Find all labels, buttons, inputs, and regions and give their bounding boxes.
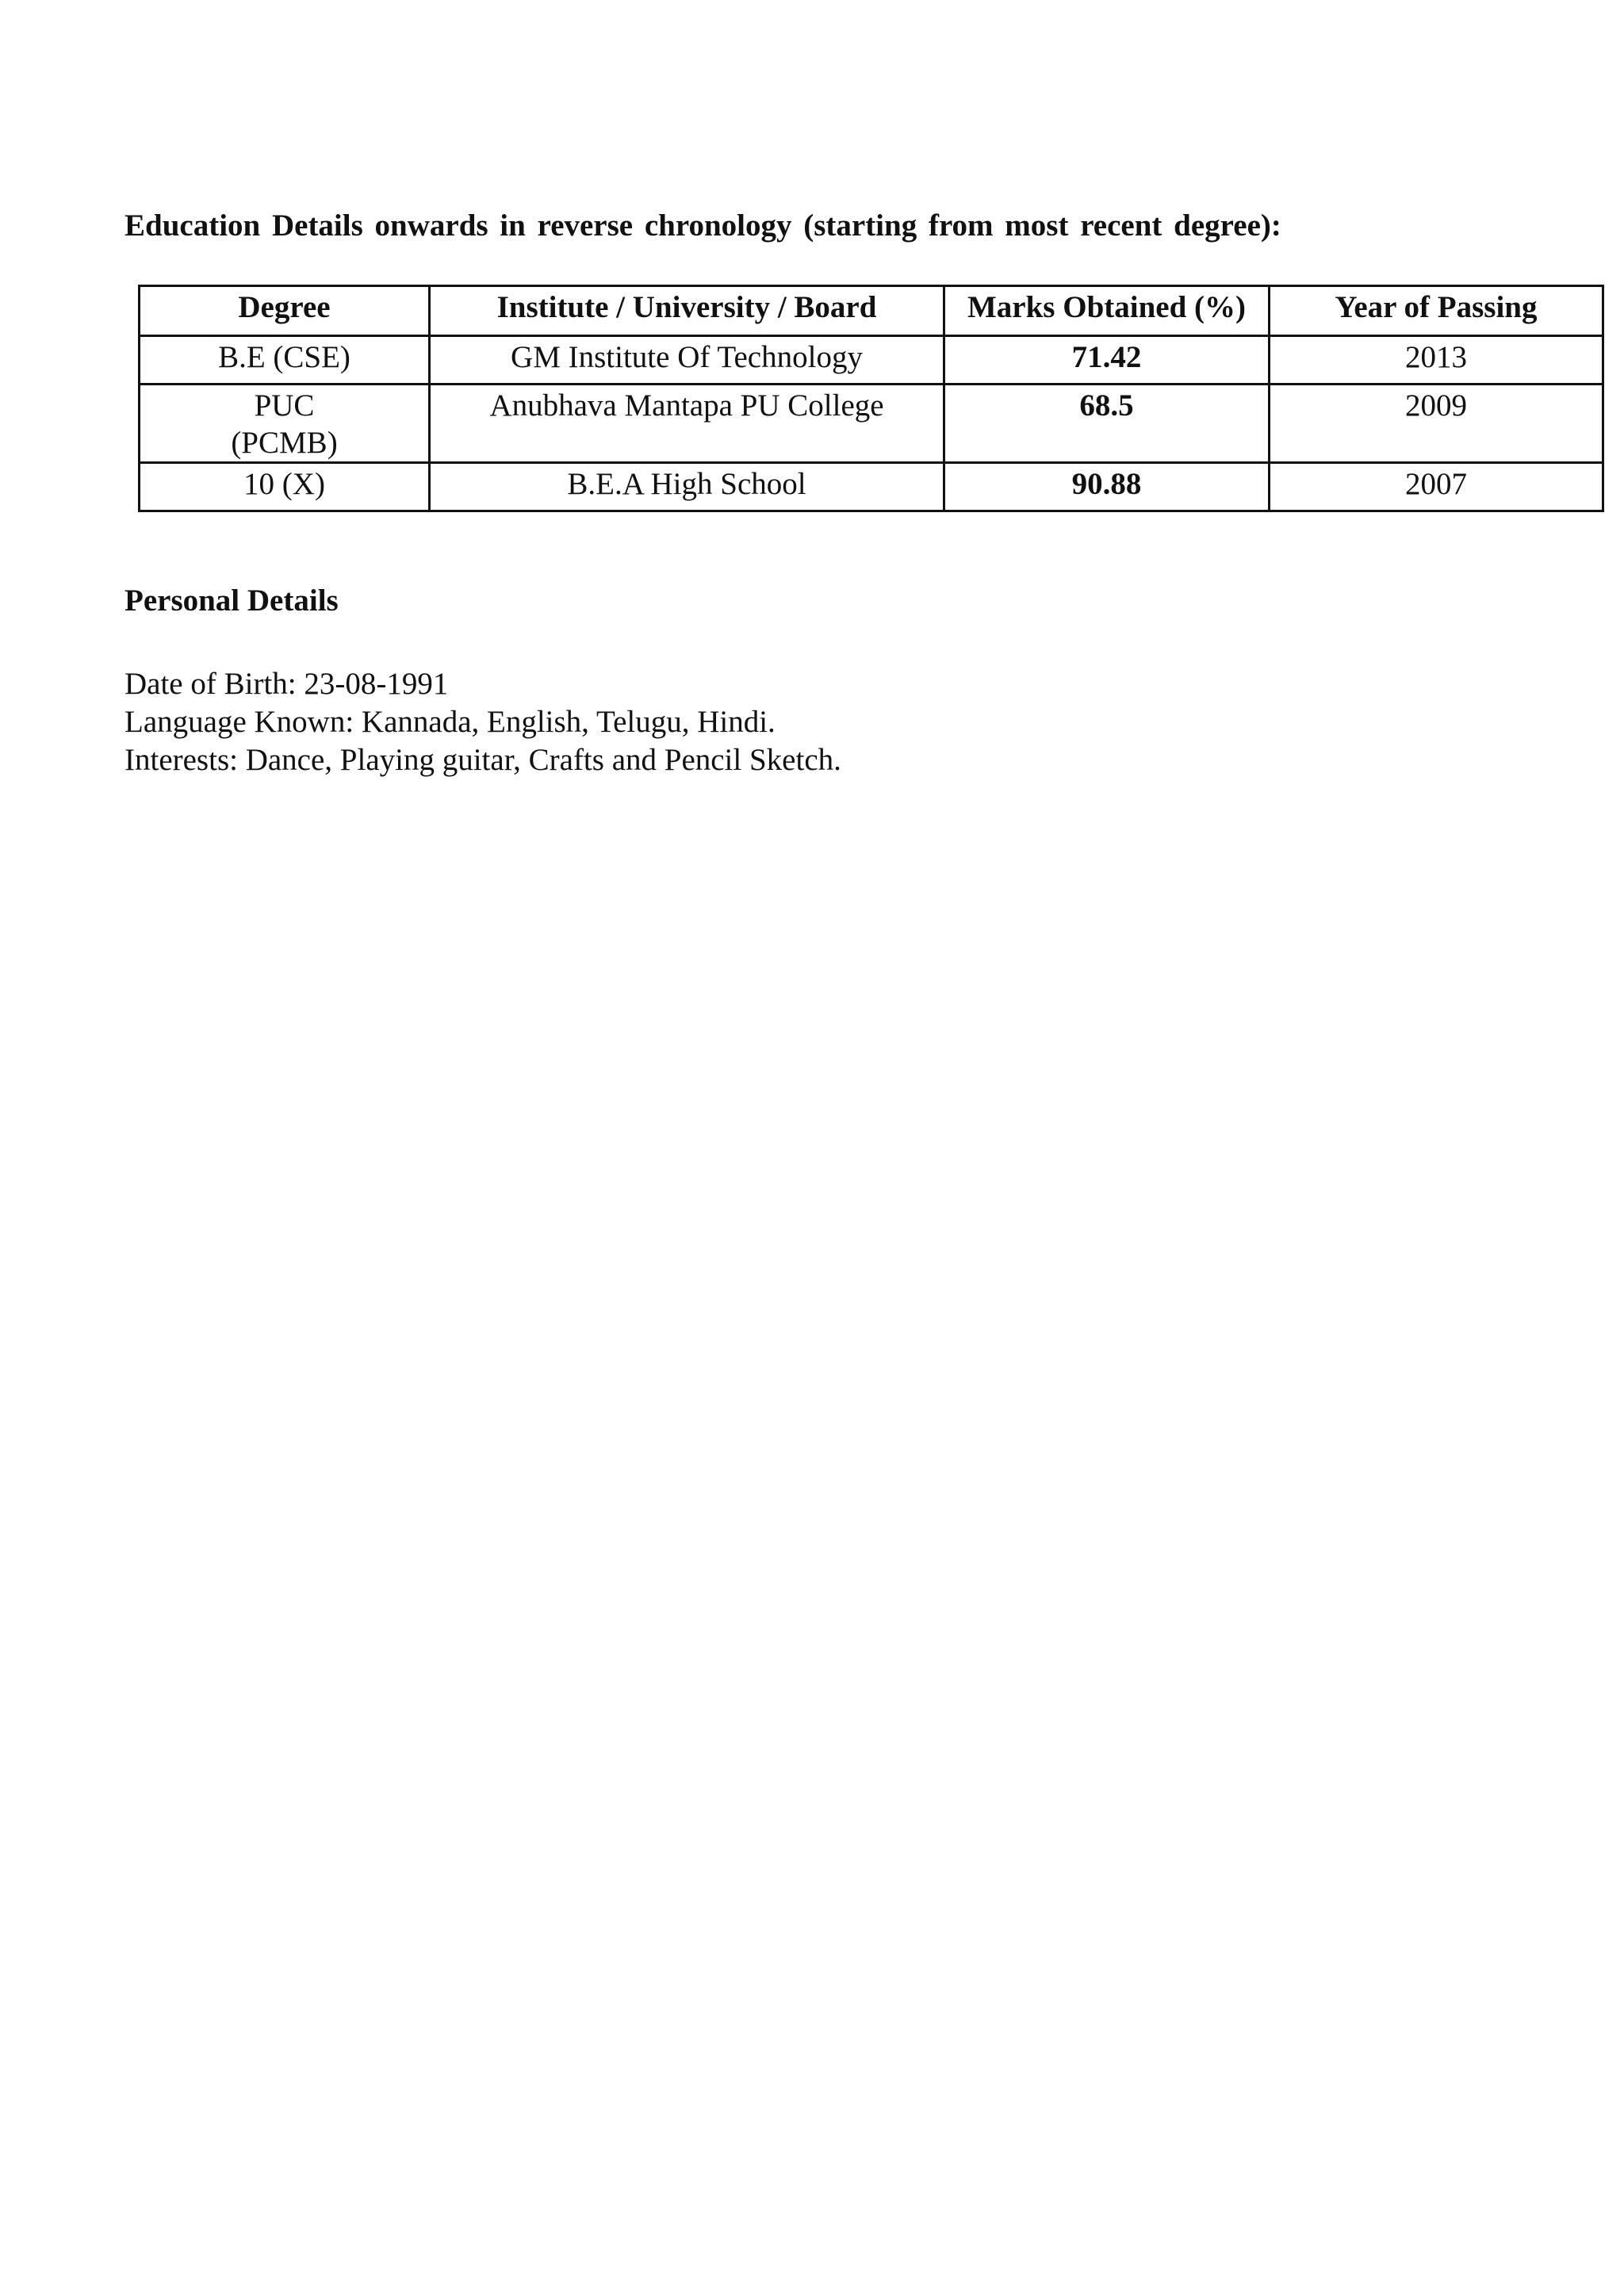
marks-cell: 68.5 (944, 385, 1270, 463)
institute-cell: B.E.A High School (430, 463, 944, 511)
marks-cell: 90.88 (944, 463, 1270, 511)
column-header-institute: Institute / University / Board (430, 286, 944, 336)
year-cell: 2013 (1270, 336, 1603, 385)
languages-known-line: Language Known: Kannada, English, Telugu, Hindi. (124, 705, 776, 739)
column-header-marks: Marks Obtained (%) (944, 286, 1270, 336)
column-header-degree: Degree (140, 286, 430, 336)
column-header-year: Year of Passing (1270, 286, 1603, 336)
table-header-row (140, 286, 1603, 336)
degree-cell (140, 385, 430, 463)
year-cell: 2007 (1270, 463, 1603, 511)
marks-cell: 71.42 (944, 336, 1270, 385)
degree-line: PUC (254, 388, 315, 423)
personal-details-body (124, 665, 841, 779)
degree-cell: 10 (X) (140, 463, 430, 511)
year-cell: 2009 (1270, 385, 1603, 463)
table-row (140, 463, 1603, 511)
personal-details-heading: Personal Details (124, 584, 339, 618)
education-table (138, 285, 1604, 512)
institute-cell: GM Institute Of Technology (430, 336, 944, 385)
education-details-heading: Education Details onwards in reverse chronology (starting from most recent degree): (124, 209, 1281, 243)
table-row (140, 336, 1603, 385)
interests-line: Interests: Dance, Playing guitar, Crafts and Pencil Sketch. (124, 743, 841, 777)
date-of-birth-line: Date of Birth: 23-08-1991 (124, 667, 449, 701)
degree-cell: B.E (CSE) (140, 336, 430, 385)
degree-line: (PCMB) (231, 426, 338, 460)
table-row (140, 385, 1603, 463)
institute-cell: Anubhava Mantapa PU College (430, 385, 944, 463)
